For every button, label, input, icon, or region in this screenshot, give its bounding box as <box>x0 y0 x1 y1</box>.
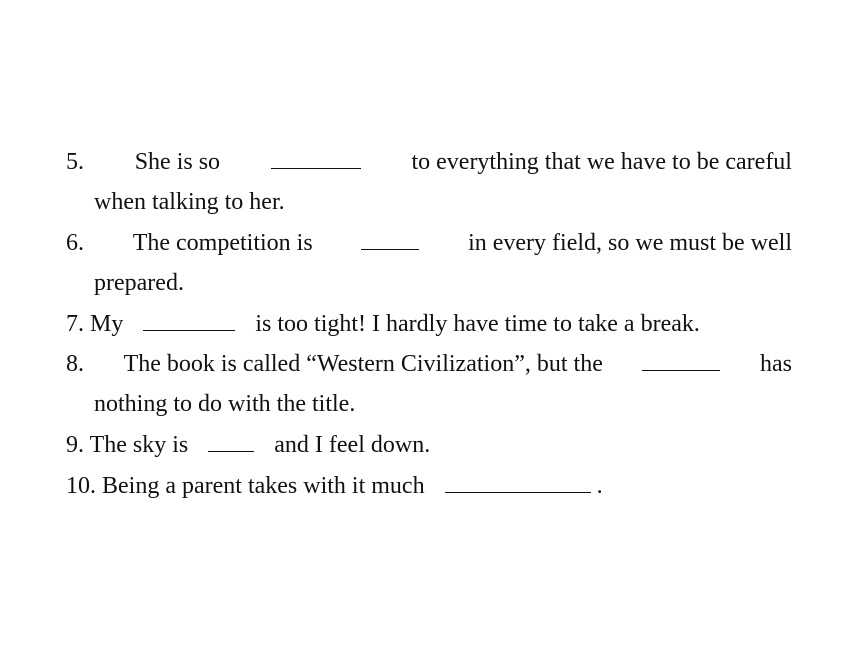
question-8-line-1 <box>66 346 792 380</box>
question-7-text-a: My <box>90 311 124 337</box>
question-6-text-c: prepared. <box>94 270 184 296</box>
question-5-text-c: when talking to her. <box>94 189 285 215</box>
question-5-text-b: to everything that we have to be careful <box>411 149 792 175</box>
question-6-blank[interactable] <box>361 225 419 250</box>
question-5-line-2 <box>94 185 792 219</box>
question-9-text-b: and I feel down. <box>274 432 431 458</box>
question-8-number: 8. <box>66 351 84 377</box>
question-10-number: 10. <box>66 473 96 499</box>
question-5-text-a: She is so <box>134 149 221 175</box>
question-5-number: 5. <box>66 149 84 175</box>
question-5-blank[interactable] <box>271 144 361 169</box>
question-9-line-1 <box>66 427 792 461</box>
question-8-blank[interactable] <box>642 346 720 371</box>
question-6-text-b: in every field, so we must be well <box>468 230 792 256</box>
question-10-text-a: Being a parent takes with it much <box>102 473 425 499</box>
question-7-line-1 <box>66 306 792 340</box>
question-10-text-b: . <box>596 473 603 499</box>
question-6-text-a: The competition is <box>132 230 313 256</box>
question-5-line-1 <box>66 144 792 178</box>
question-9-number: 9. <box>66 432 84 458</box>
question-7-blank[interactable] <box>143 306 235 331</box>
question-10-blank[interactable] <box>445 468 591 493</box>
question-8-line-2 <box>94 387 792 421</box>
question-7-text-b: is too tight! I hardly have time to take a break. <box>255 311 700 337</box>
question-8-text-b: has <box>760 351 792 377</box>
question-8-text-a: The book is called “Western Civilization”, but the <box>123 351 603 377</box>
question-9-text-a: The sky is <box>89 432 189 458</box>
question-8-text-c: nothing to do with the title. <box>94 391 356 417</box>
question-10-line-1 <box>66 468 792 502</box>
question-9-blank[interactable] <box>208 427 254 452</box>
question-6-line-2 <box>94 266 792 300</box>
question-6-line-1 <box>66 225 792 259</box>
question-7-number: 7. <box>66 311 84 337</box>
question-6-number: 6. <box>66 230 84 256</box>
